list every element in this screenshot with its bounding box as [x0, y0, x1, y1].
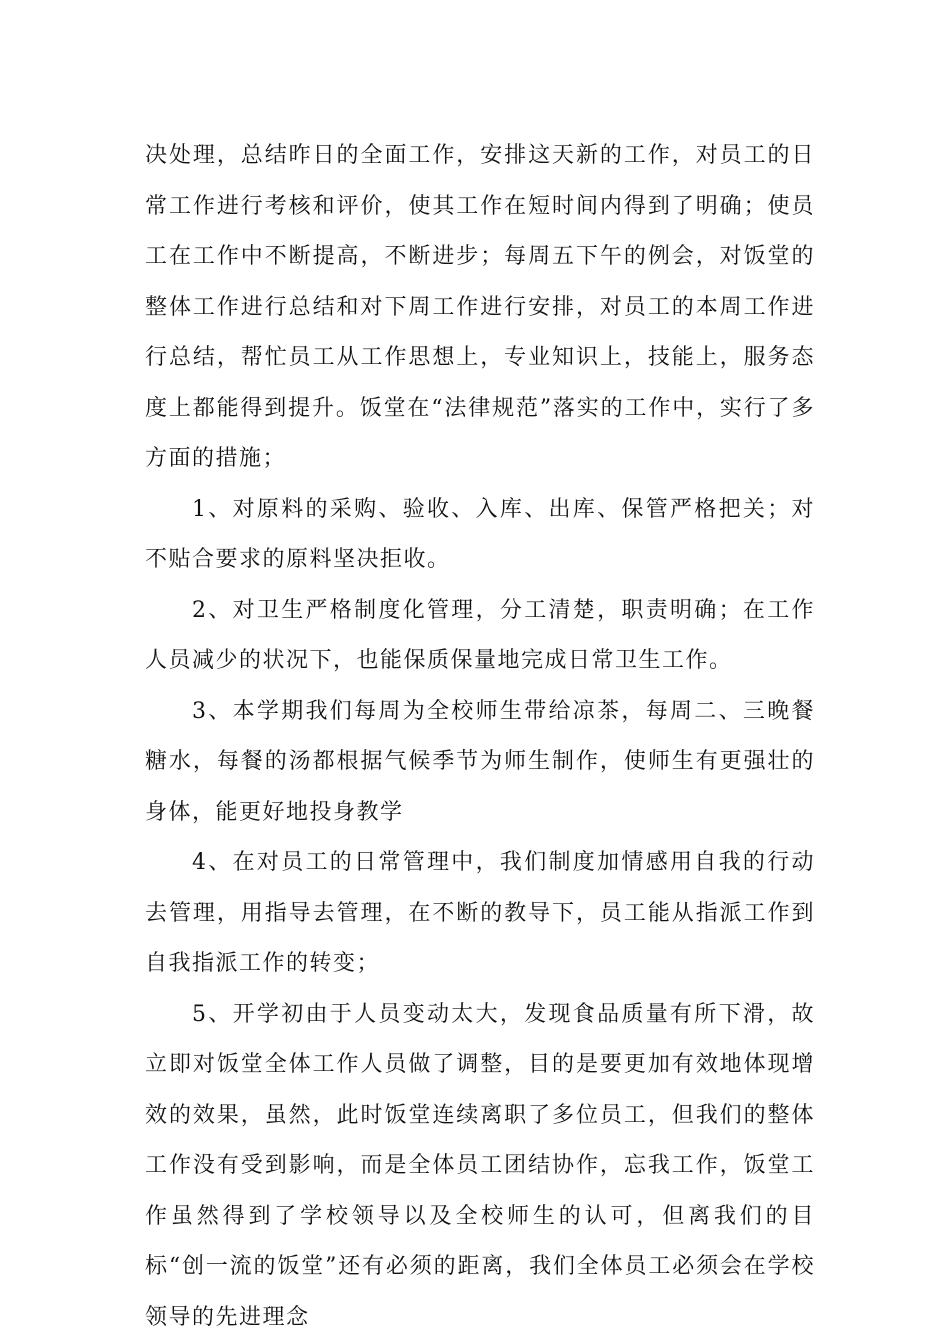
paragraph-item-4: 4、在对员工的日常管理中，我们制度加情感用自我的行动去管理，用指导去管理，在不断的教导下，员工能从指派工作到自我指派工作的转变； [145, 850, 815, 976]
paragraph-item-3: 3、本学期我们每周为全校师生带给凉茶，每周二、三晚餐糖水，每餐的汤都根据气候季节为师生制作，使师生有更强壮的身体，能更好地投身教学 [145, 698, 815, 825]
paragraph-item-1: 1、对原料的采购、验收、入库、出库、保管严格把关；对不贴合要求的原料坚决拒收。 [145, 496, 815, 572]
paragraph-intro: 决处理，总结昨日的全面工作，安排这天新的工作，对员工的日常工作进行考核和评价，使其工作在短时间内得到了明确；使员工在工作中不断提高，不断进步；每周五下午的例会，对饭堂的整体工作进行总结和对下周工作进行安排，对员工的本周工作进行总结，帮忙员工从工作思想上，专业知识上，技能上，服务态度上都能得到提升。饭堂在“法律规范”落实的工作中，实行了多方面的措施； [145, 143, 815, 471]
paragraph-item-2: 2、对卫生严格制度化管理，分工清楚，职责明确；在工作人员减少的状况下，也能保质保量地完成日常卫生工作。 [145, 597, 815, 673]
paragraph-item-5: 5、开学初由于人员变动太大，发现食品质量有所下滑，故立即对饭堂全体工作人员做了调整，目的是要更加有效地体现增效的效果，虽然，此时饭堂连续离职了多位员工，但我们的整体工作没有受到影响，而是全体员工团结协作，忘我工作，饭堂工作虽然得到了学校领导以及全校师生的认可，但离我们的目标“创一流的饭堂”还有必须的距离，我们全体员工必须会在学校领导的先进理念 [145, 1001, 815, 1330]
